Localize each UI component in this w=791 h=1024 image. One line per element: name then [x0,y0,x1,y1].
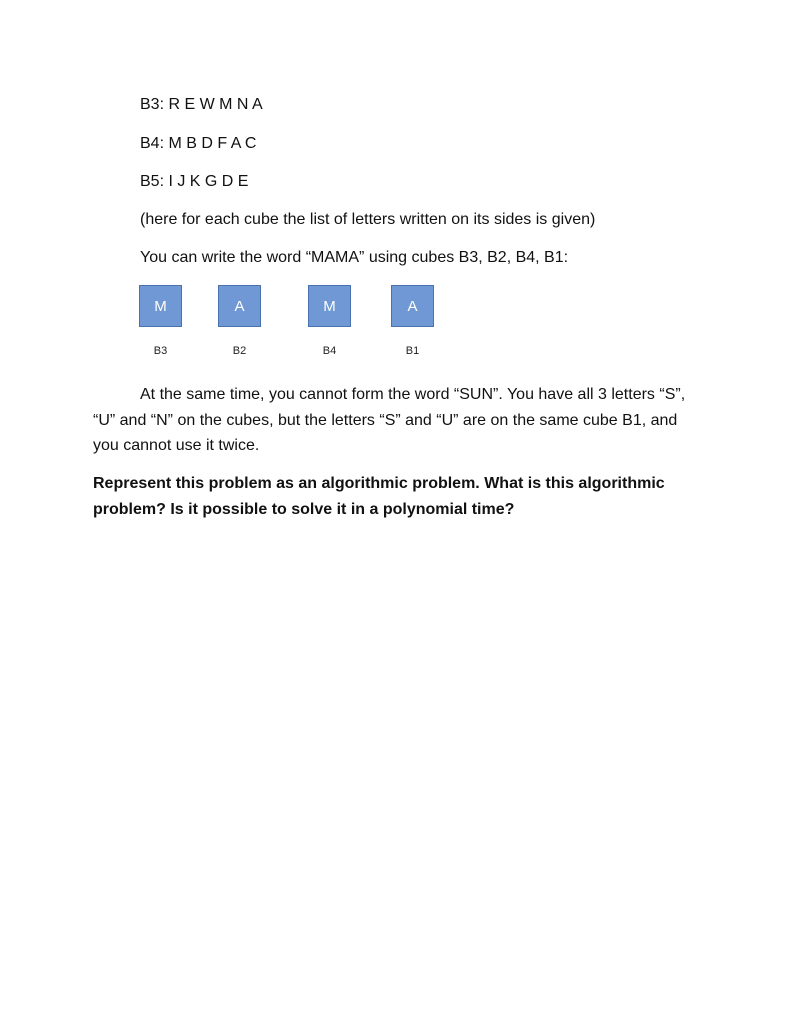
cube-label: B1 [405,345,420,357]
sun-paragraph [93,382,693,459]
cube-letter: A [218,285,261,327]
note-text: (here for each cube the list of letters written on its sides is given) [140,211,596,228]
cube-letter: M [308,285,351,327]
cube-line-b3: B3: R E W M N A [140,96,263,113]
cube-letter: M [139,285,182,327]
cube-label: B3 [153,345,168,357]
question-text: Represent this problem as an algorithmic problem. What is this algorithmic problem? Is it possible to solve it in a polynomial time? [93,475,665,518]
cube-label: B4 [322,345,337,357]
cube-line-b4: B4: M B D F A C [140,135,257,152]
cube-line-b5: B5: I J K G D E [140,173,249,190]
cube-label: B2 [232,345,247,357]
mama-sentence: You can write the word “MAMA” using cubes B3, B2, B4, B1: [140,249,569,266]
sun-paragraph-text: At the same time, you cannot form the word “SUN”. You have all 3 letters “S”, “U” and “N” on the cubes, but the letters “S” and “U” are on the same cube B1, and you cannot use it twice. [93,386,686,454]
cube-letter: A [391,285,434,327]
